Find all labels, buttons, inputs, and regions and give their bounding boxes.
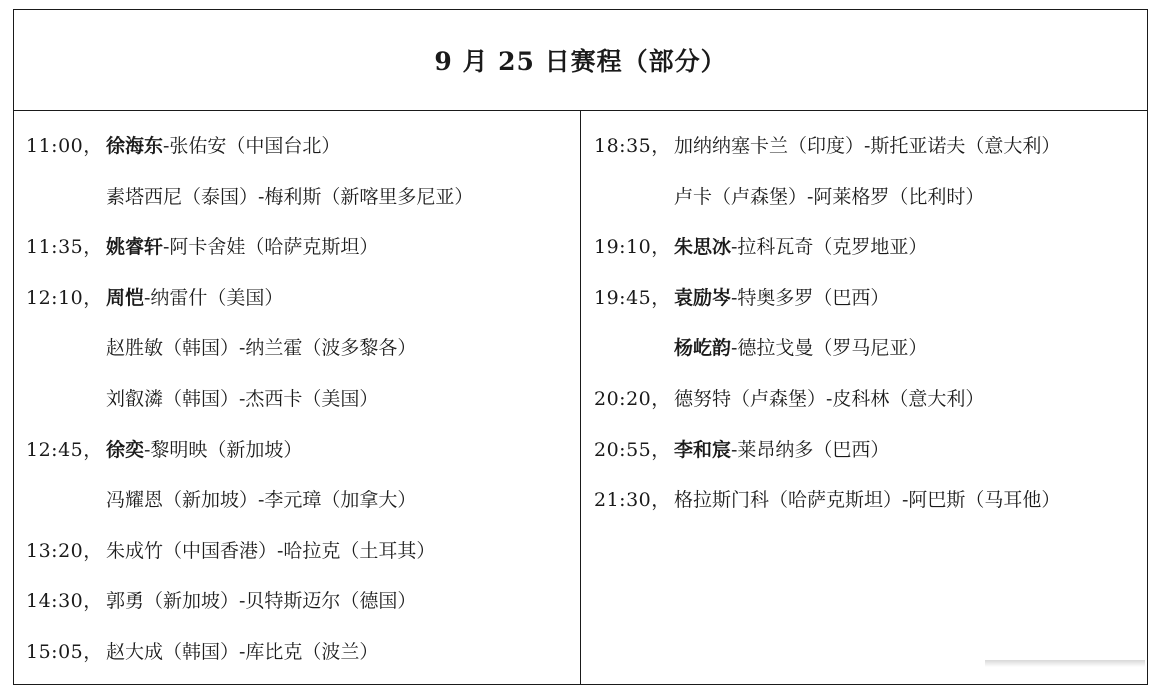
match-row: [26, 131, 340, 161]
matchup-text: -拉科瓦奇（克罗地亚）: [731, 236, 928, 259]
matchup-text: 加纳纳塞卡兰（印度）-斯托亚诺夫（意大利）: [674, 135, 1061, 157]
match-row: [26, 283, 283, 313]
match-time: 18:35，: [594, 135, 671, 157]
highlighted-player: 杨屹韵: [674, 337, 732, 360]
match-row: [594, 435, 889, 465]
match-time: 11:35，: [26, 236, 103, 259]
column-divider: [580, 111, 581, 685]
matchup-text: -特奥多罗（巴西）: [731, 286, 890, 309]
matchup-text: -张佑安（中国台北）: [163, 135, 341, 157]
match-time: 15:05，: [26, 641, 103, 663]
match-row: [26, 485, 416, 515]
matchup-text: 素塔西尼（泰国）-梅利斯（新喀里多尼亚）: [106, 185, 474, 208]
match-row: [26, 586, 416, 616]
match-row: [26, 384, 378, 414]
match-row: [594, 232, 927, 262]
title-row: [14, 10, 1147, 111]
match-time: 12:45，: [26, 438, 103, 461]
highlighted-player: 姚睿轩: [106, 236, 164, 259]
matchup-text: 赵大成（韩国）-库比克（波兰）: [106, 641, 379, 663]
matchup-text: 刘叡潾（韩国）-杰西卡（美国）: [106, 388, 379, 410]
match-row: [594, 283, 889, 313]
match-row: [594, 485, 1060, 515]
matchup-text: 赵胜敏（韩国）-纳兰霍（波多黎各）: [106, 337, 417, 360]
match-time: 20:55，: [594, 438, 671, 461]
matchup-text: 朱成竹（中国香港）-哈拉克（土耳其）: [106, 539, 436, 562]
matchup-text: 冯耀恩（新加坡）-李元璋（加拿大）: [106, 489, 417, 512]
schedule-title: 9 月 25 日赛程（部分）: [434, 47, 727, 76]
highlighted-player: 徐海东: [106, 135, 164, 157]
matchup-text: -德拉戈曼（罗马尼亚）: [731, 337, 928, 360]
matchup-text: -纳雷什（美国）: [144, 286, 284, 309]
match-row: [26, 536, 435, 566]
matchup-text: -莱昂纳多（巴西）: [731, 438, 890, 461]
match-time: 11:00，: [26, 135, 103, 157]
match-time: 14:30，: [26, 590, 103, 613]
match-row: [26, 435, 302, 465]
match-time: 21:30，: [594, 489, 671, 512]
highlighted-player: 朱思冰: [674, 236, 732, 259]
highlighted-player: 袁励岑: [674, 286, 732, 309]
matchup-text: 格拉斯门科（哈萨克斯坦）-阿巴斯（马耳他）: [674, 489, 1061, 512]
match-time: 19:45，: [594, 286, 671, 309]
match-time: 12:10，: [26, 286, 103, 309]
match-time: 20:20，: [594, 388, 671, 410]
matchup-text: -阿卡舍娃（哈萨克斯坦）: [163, 236, 379, 259]
match-time: 13:20，: [26, 539, 103, 562]
matchup-text: 卢卡（卢森堡）-阿莱格罗（比利时）: [674, 185, 985, 208]
page-shadow: [985, 660, 1145, 667]
highlighted-player: 徐奕: [106, 438, 145, 461]
match-row: [594, 131, 1060, 161]
highlighted-player: 李和宸: [674, 438, 732, 461]
matchup-text: -黎明映（新加坡）: [144, 438, 303, 461]
highlighted-player: 周恺: [106, 286, 145, 309]
match-row: [26, 637, 378, 667]
matchup-text: 郭勇（新加坡）-贝特斯迈尔（德国）: [106, 590, 417, 613]
match-time: 19:10，: [594, 236, 671, 259]
matchup-text: 德努特（卢森堡）-皮科林（意大利）: [674, 388, 985, 410]
match-row: [594, 333, 927, 363]
match-row: [26, 182, 473, 212]
match-row: [594, 384, 984, 414]
schedule-table: [13, 9, 1148, 685]
match-row: [594, 182, 984, 212]
match-row: [26, 232, 378, 262]
match-row: [26, 333, 416, 363]
